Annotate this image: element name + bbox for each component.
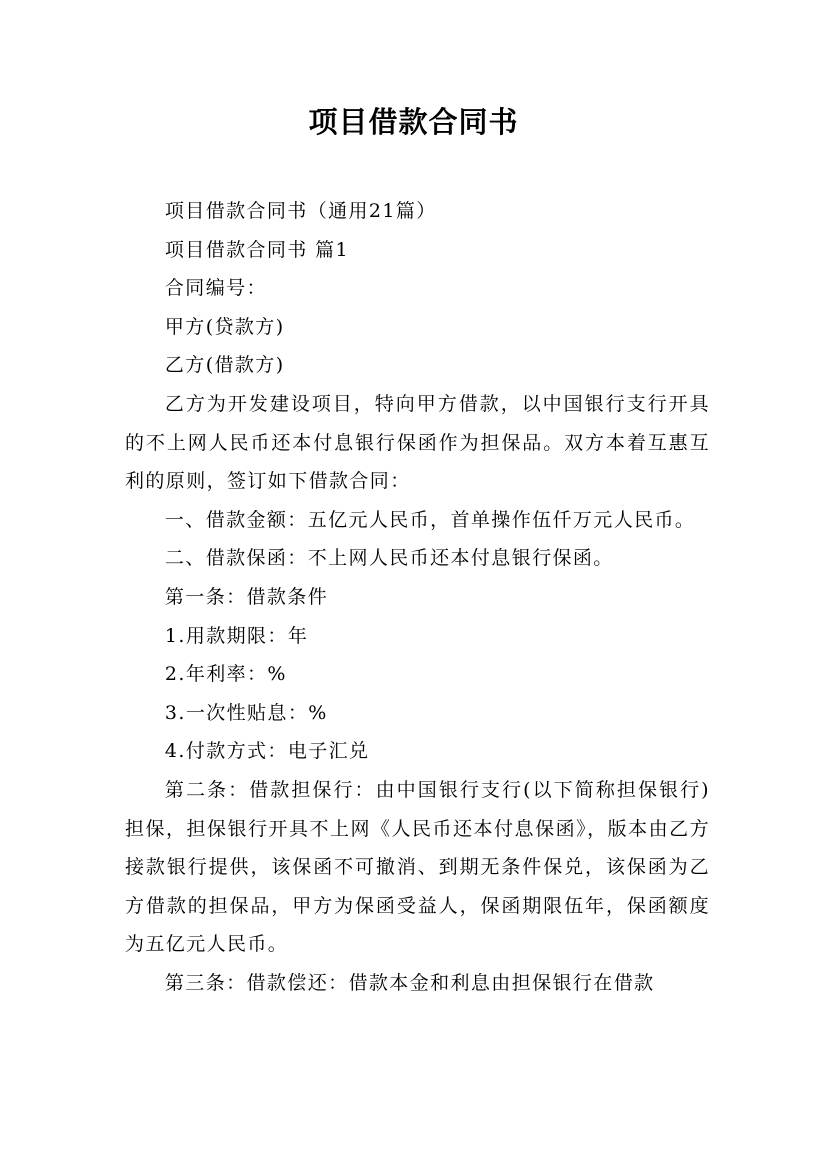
paragraph-discount: 3.一次性贴息：%: [164, 701, 328, 724]
paragraph-preamble: 乙方为开发建设项目，特向甲方借款，以中国银行支行开具的不上网人民币还本付息银行保函作为担保品。双方本着互惠互利的原则，签订如下借款合同：: [125, 392, 710, 493]
paragraph-contract-number: 合同编号：: [164, 277, 267, 300]
paragraph-article-1: 第一条：借款条件: [164, 585, 329, 608]
document-body: [125, 192, 710, 1002]
paragraph-section-heading: 项目借款合同书 篇1: [164, 238, 350, 261]
paragraph-article-2: 第二条：借款担保行：由中国银行支行(以下简称担保银行)担保，担保银行开具不上网《人民币还本付息保函》，版本由乙方接款银行提供，该保函不可撤消、到期无条件保兑，该保函为乙方借款的担保品，甲方为保函受益人，保函期限伍年，保函额度为五亿元人民币。: [125, 778, 710, 956]
paragraph-article-3: 第三条：借款偿还：借款本金和利息由担保银行在借款: [164, 971, 655, 994]
paragraph-loan-guarantee: 二、借款保函：不上网人民币还本付息银行保函。: [164, 547, 614, 570]
paragraph-payment-method: 4.付款方式：电子汇兑: [164, 740, 370, 763]
paragraph-term: 1.用款期限：年: [164, 624, 309, 647]
paragraph-loan-amount: 一、借款金额：五亿元人民币，首单操作伍仟万元人民币。: [164, 508, 696, 531]
document-title: 项目借款合同书: [308, 105, 519, 139]
paragraph-party-a: 甲方(贷款方): [164, 315, 285, 338]
paragraph-subtitle: 项目借款合同书（通用21篇）: [164, 200, 437, 222]
paragraph-interest-rate: 2.年利率：%: [164, 663, 287, 686]
paragraph-party-b: 乙方(借款方): [164, 354, 285, 377]
